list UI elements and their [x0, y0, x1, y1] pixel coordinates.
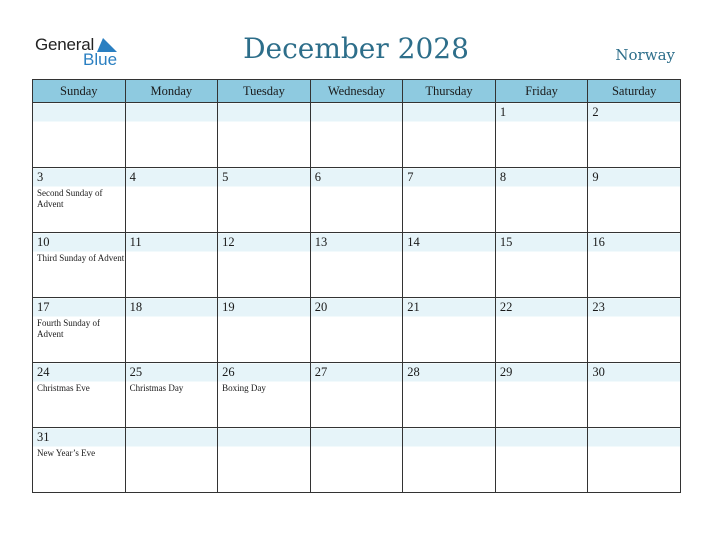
calendar-day-cell: [588, 298, 681, 363]
calendar-day-cell: [125, 298, 218, 363]
holiday-label: New Year’s Eve: [37, 448, 96, 458]
day-number: 18: [129, 300, 143, 314]
calendar-day-cell: [33, 363, 126, 428]
weekday-header-row: [33, 80, 681, 103]
calendar-day-cell: [218, 298, 311, 363]
day-number: 29: [499, 365, 513, 379]
day-number: [33, 103, 125, 122]
calendar-day-cell: [33, 428, 126, 493]
calendar-week-row: [33, 233, 681, 298]
day-number: [218, 103, 310, 122]
weekday-header: Thursday: [403, 80, 496, 103]
calendar-day-cell: [310, 363, 403, 428]
calendar-week-row: [33, 103, 681, 168]
calendar-day-cell: [588, 428, 681, 493]
weekday-header: Saturday: [588, 80, 681, 103]
calendar-day-cell: [310, 298, 403, 363]
logo-word-general: General: [35, 35, 95, 54]
holiday-label: Third Sunday of Advent: [37, 253, 125, 263]
day-number: 28: [407, 365, 420, 379]
calendar-day-cell: [33, 103, 126, 168]
day-number: [403, 103, 495, 122]
day-number: 5: [222, 170, 229, 184]
holiday-label: Christmas Eve: [37, 383, 90, 393]
calendar-day-cell: [310, 168, 403, 233]
calendar-day-cell: [125, 428, 218, 493]
calendar-day-cell: [588, 233, 681, 298]
calendar-day-cell: [218, 103, 311, 168]
day-number: 11: [129, 235, 142, 249]
calendar-day-cell: [310, 233, 403, 298]
calendar-day-cell: [33, 233, 126, 298]
calendar-day-cell: [588, 168, 681, 233]
calendar-day-cell: [588, 363, 681, 428]
calendar-week-row: [33, 363, 681, 428]
calendar-day-cell: [218, 168, 311, 233]
day-number: 4: [129, 170, 136, 184]
holiday-label: Boxing Day: [222, 383, 266, 393]
calendar-week-row: [33, 168, 681, 233]
day-number: [311, 103, 403, 122]
day-number: 16: [592, 235, 605, 249]
calendar-day-cell: [403, 233, 496, 298]
day-number: 19: [222, 300, 235, 314]
calendar-day-cell: [125, 168, 218, 233]
calendar-day-cell: [403, 298, 496, 363]
logo-word-blue: Blue: [83, 50, 118, 69]
day-number: 30: [592, 365, 605, 379]
calendar-day-cell: [125, 103, 218, 168]
day-number: 8: [499, 170, 507, 184]
day-number: 24: [37, 365, 50, 379]
holiday-label: Christmas Day: [129, 383, 184, 393]
calendar-day-cell: [403, 428, 496, 493]
day-number: 12: [222, 235, 235, 249]
day-number: 15: [499, 235, 513, 249]
day-number: 6: [314, 170, 321, 184]
day-number: 13: [314, 235, 328, 249]
day-number: [403, 428, 495, 447]
day-number: 10: [37, 235, 50, 249]
day-number: 1: [499, 105, 507, 119]
calendar-grid: [32, 79, 681, 493]
calendar-day-cell: [125, 363, 218, 428]
calendar-day-cell: [403, 363, 496, 428]
weekday-header: Sunday: [33, 80, 126, 103]
calendar-day-cell: [495, 428, 588, 493]
calendar-day-cell: [218, 363, 311, 428]
day-number: 23: [592, 300, 605, 314]
holiday-label: Second Sunday of Advent: [37, 188, 103, 209]
weekday-header: Wednesday: [310, 80, 403, 103]
weekday-header: Tuesday: [218, 80, 311, 103]
day-number: 25: [129, 365, 143, 379]
holiday-label: Fourth Sunday of Advent: [37, 318, 100, 339]
day-number: 14: [407, 235, 420, 249]
calendar-day-cell: [310, 428, 403, 493]
day-number: 9: [592, 170, 599, 184]
calendar-week-row: [33, 298, 681, 363]
day-number: [311, 428, 403, 447]
day-number: [126, 428, 218, 447]
calendar-day-cell: [33, 168, 126, 233]
day-number: [218, 428, 310, 447]
calendar-week-row: [33, 428, 681, 493]
calendar-day-cell: [495, 103, 588, 168]
day-number: 2: [592, 105, 599, 119]
calendar-day-cell: [495, 363, 588, 428]
country-label: Norway: [615, 46, 675, 64]
weekday-header: Monday: [125, 80, 218, 103]
weekday-header: Friday: [495, 80, 588, 103]
calendar-day-cell: [33, 298, 126, 363]
calendar-day-cell: [495, 168, 588, 233]
day-number: 3: [37, 170, 44, 184]
day-number: 22: [499, 300, 513, 314]
calendar-day-cell: [403, 103, 496, 168]
day-number: 21: [407, 300, 420, 314]
calendar-day-cell: [495, 233, 588, 298]
calendar-day-cell: [218, 233, 311, 298]
day-number: 26: [222, 365, 235, 379]
day-number: [126, 103, 218, 122]
page-title: December 2028: [243, 32, 469, 65]
day-number: 31: [37, 430, 50, 444]
calendar-day-cell: [125, 233, 218, 298]
calendar-day-cell: [588, 103, 681, 168]
calendar-day-cell: [495, 298, 588, 363]
day-number: 17: [37, 300, 50, 314]
day-number: [588, 428, 680, 447]
calendar-day-cell: [403, 168, 496, 233]
day-number: 27: [314, 365, 328, 379]
calendar-day-cell: [218, 428, 311, 493]
day-number: [496, 428, 588, 447]
day-number: 20: [314, 300, 328, 314]
day-number: 7: [407, 170, 414, 184]
calendar-day-cell: [310, 103, 403, 168]
